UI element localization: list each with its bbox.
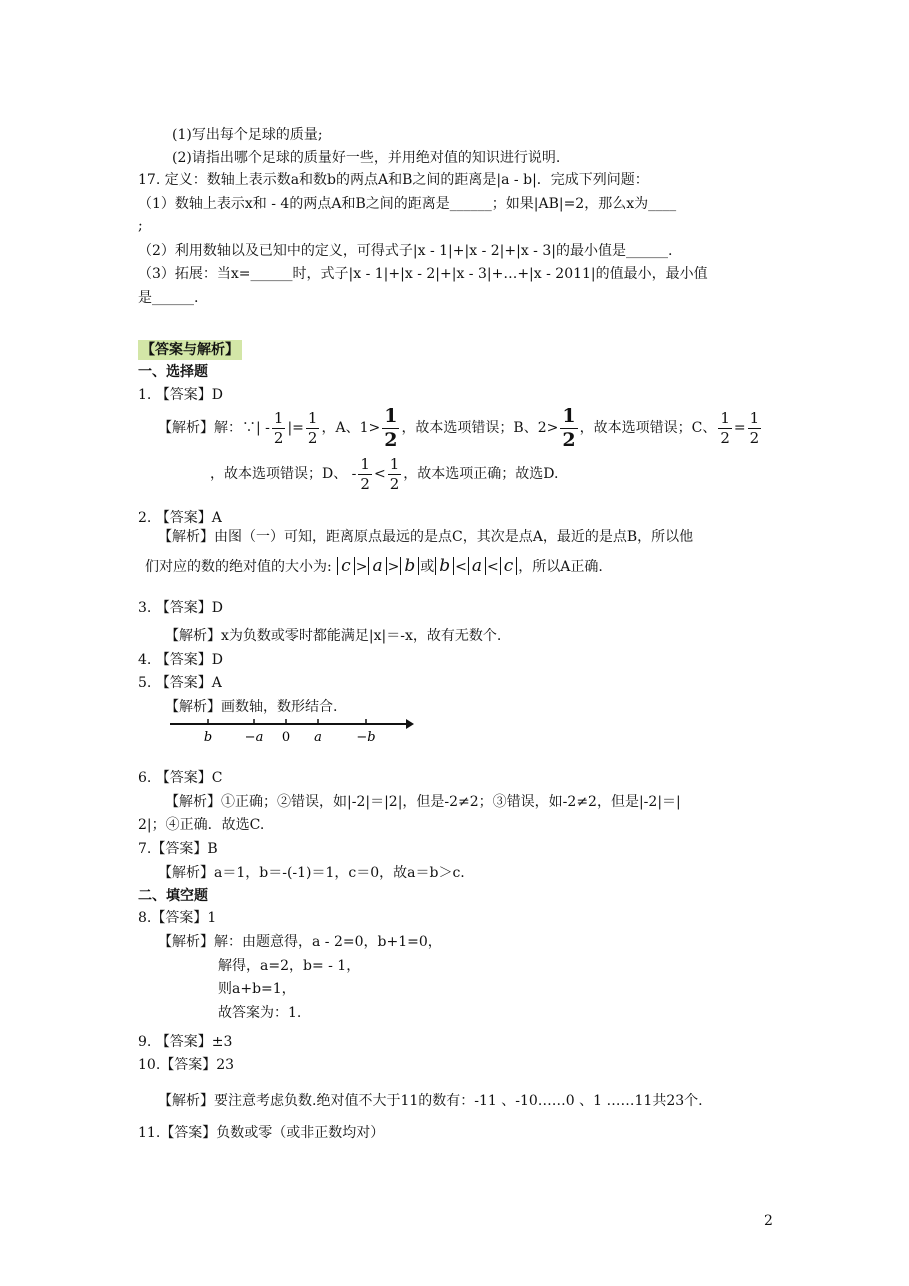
answer-8-explanation-line3: 则a+b=1， — [218, 981, 296, 997]
section-choice-heading: 一、选择题 — [138, 364, 208, 380]
q17-part3: （3）拓展：当x=______时，式子|x - 1|+|x - 2|+|x - 3|+…+|x - 2011|的值最小，最小值 — [138, 266, 708, 282]
answer-2-explanation-line1: 【解析】由图（一）可知，距离原点最远的是点C，其次是点A，最近的是点B，所以他 — [158, 529, 694, 545]
answer-7: 7.【答案】B — [138, 841, 218, 857]
answer-10-explanation: 【解析】要注意考虑负数.绝对值不大于11的数有：-11 、-10……0 、1 ……11共23个. — [158, 1093, 703, 1109]
fraction-half: $\frac{1}{2}$ — [749, 408, 760, 447]
label-b: b — [203, 730, 213, 744]
answer-2-explanation-line2: 们对应的数的绝对值的大小为: c > a > b 或 b < a < c ，所以A正确. — [145, 556, 603, 576]
label-neg-b: −b — [356, 730, 376, 744]
answer-6: 6. 【答案】C — [138, 770, 223, 786]
answer-2: 2. 【答案】A — [138, 510, 222, 526]
answer-10: 10.【答案】23 — [138, 1057, 235, 1073]
answer-8: 8.【答案】1 — [138, 910, 217, 926]
answer-1-explanation-line2: ，故本选项错误；D、 - $\frac{1}{2}$ < $\frac{1}{2}$ ，故本选项正确；故选D. — [210, 454, 559, 493]
fraction-half: $\frac{1}{2}$ — [307, 408, 318, 447]
q16-part1: (1)写出每个足球的质量; — [172, 127, 323, 143]
answer-4: 4. 【答案】D — [138, 652, 224, 668]
page-number: 2 — [764, 1213, 773, 1229]
label-neg-a: −a — [244, 730, 264, 744]
answer-5-explanation: 【解析】画数轴，数形结合. — [165, 699, 338, 715]
q16-part2: (2)请指出哪个足球的质量好一些，并用绝对值的知识进行说明. — [172, 150, 561, 166]
q17-part1: （1）数轴上表示x和 - 4的两点A和B之间的距离是______；如果|AB|=2，那么x为____ — [138, 196, 677, 212]
label-a: a — [314, 730, 322, 744]
answer-6-explanation-line2: 2|；④正确．故选C. — [138, 817, 265, 833]
answer-3-explanation: 【解析】x为负数或零时都能满足|x|＝-x，故有无数个. — [165, 628, 502, 644]
answer-6-explanation-line1: 【解析】①正确；②错误，如|-2|＝|2|，但是-2≠2；③错误，如-2≠2，但是|-2|＝| — [165, 794, 681, 810]
answer-8-explanation-line1: 【解析】解：由题意得，a - 2=0，b+1=0， — [158, 934, 442, 950]
answer-8-explanation-line4: 故答案为：1. — [218, 1005, 302, 1021]
q17-part3-cont: 是______. — [138, 290, 199, 306]
fraction-half: $\frac{1}{2}$ — [389, 454, 400, 493]
answer-3: 3. 【答案】D — [138, 600, 224, 616]
number-line-arrow — [406, 719, 414, 729]
fraction-half: $\frac{1}{2}$ — [720, 408, 730, 447]
answer-9: 9. 【答案】±3 — [138, 1034, 233, 1050]
answer-1: 1. 【答案】D — [138, 387, 224, 403]
q17-part2: （2）利用数轴以及已知中的定义，可得式子|x - 1|+|x - 2|+|x - 3|的最小值是______. — [138, 243, 673, 259]
answer-11: 11.【答案】负数或零（或非正数均对） — [138, 1125, 385, 1141]
fraction-half: $\frac{1}{2}$ — [384, 404, 398, 451]
section-fill-heading: 二、填空题 — [138, 888, 208, 904]
answer-7-explanation: 【解析】a＝1，b＝-(-1)＝1，c＝0，故a＝b＞c. — [158, 865, 465, 881]
q17-part1-cont: ; — [138, 218, 143, 234]
fraction-half: $\frac{1}{2}$ — [273, 408, 284, 447]
a1-text-pre: 【解析】解：∵| - — [158, 420, 270, 436]
q17-stem: 17. 定义：数轴上表示数a和数b的两点A和B之间的距离是|a - b|．完成下列问题： — [138, 172, 649, 188]
answer-5: 5. 【答案】A — [138, 675, 222, 691]
label-zero: 0 — [281, 730, 291, 744]
answer-1-explanation-line1: 【解析】解：∵| - $\frac{1}{2}$ |= $\frac{1}{2}$ ，A、1> $\frac{1}{2}$ ，故本选项错误；B、2> $\frac{1}{2}$ ，故本选项错误；C、 $\frac{1}{2}$ = $\frac{1}{2}$ — [158, 404, 760, 451]
answer-8-explanation-line2: 解得，a=2，b= - 1， — [218, 958, 361, 974]
fraction-half: $\frac{1}{2}$ — [360, 454, 370, 493]
fraction-half: $\frac{1}{2}$ — [562, 404, 576, 451]
number-line — [168, 714, 418, 744]
answers-banner: 【答案与解析】 — [138, 340, 242, 360]
